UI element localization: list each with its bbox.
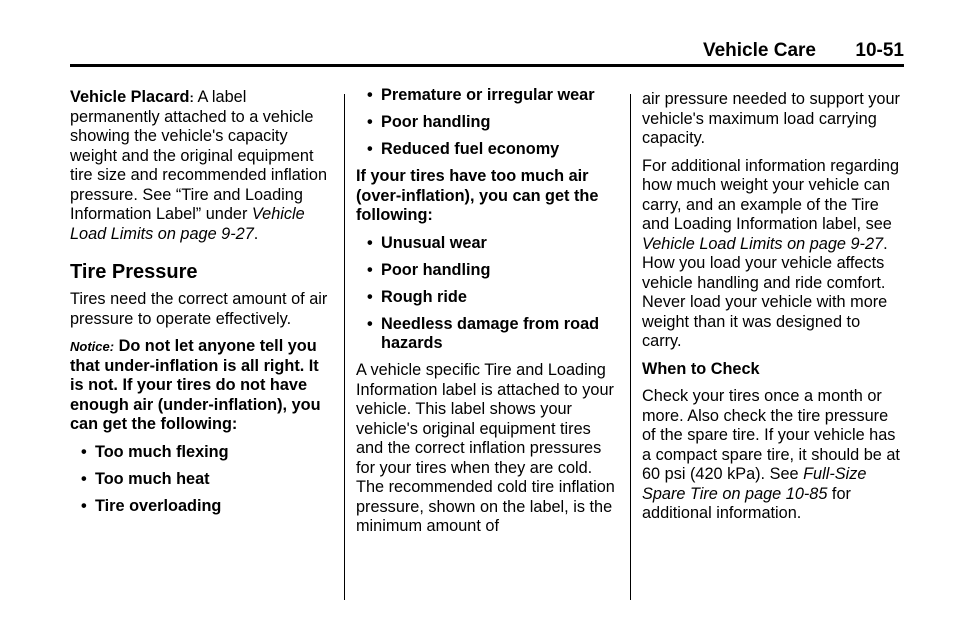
placard-paragraph (70, 88, 332, 244)
load-paragraph: How you load your vehicle affects vehicle handling and ride comfort. Never load your vehicle with more weight than it was designed to carry. (642, 254, 888, 350)
over-inflation-heading: If your tires have too much air (over-inflation), you can get the following: (356, 167, 599, 224)
info-paragraph (642, 157, 904, 255)
list-item: • Poor handling (356, 113, 618, 133)
info-text: For additional information regarding how much weight your vehicle can carry, and an example of the Tire and Loading Information label, see (642, 156, 900, 233)
list-item: • Premature or irregular wear (356, 86, 618, 106)
column-1 (70, 88, 332, 524)
check-text: Check your tires once a month or more. Also check the tire pressure of the spare tire. If your vehicle has a compact spare tire, it should be at 60 psi (420 kPa). See (642, 387, 900, 483)
list-item: • Reduced fuel economy (356, 140, 618, 160)
placard-text: A label permanently attached to a vehicle showing the vehicle's capacity weight and the original equipment tire size and recommended inflation pressure. See “Tire and Loading Information Label” under (70, 88, 328, 223)
column-divider (630, 94, 631, 600)
check-paragraph (642, 387, 904, 524)
notice-text: Do not let anyone tell you that under-inflation is all right. It is not. If your tires do not have enough air (under-inflation), you can get the following: (70, 337, 321, 433)
column-3 (642, 90, 904, 532)
notice-label: Notice: (70, 339, 115, 354)
under-inflation-list (70, 443, 332, 517)
label-paragraph: A vehicle specific Tire and Loading Information label is attached to your vehicle. This label shows your vehicle's original equipment tires and the correct inflation pressures for your tires when they are cold. The recommended cold tire inflation pressure, shown on the label, is the minimum amount of (356, 361, 615, 535)
under-inflation-list-continued (356, 86, 618, 160)
list-item: • Unusual wear (356, 234, 618, 254)
page-header (70, 38, 904, 64)
spare-tire-reference-link[interactable]: Full-Size Spare Tire on page 10-85 (642, 465, 867, 503)
list-item: • Too much flexing (70, 443, 332, 463)
check-end: for additional information. (642, 484, 851, 522)
list-item: • Too much heat (70, 470, 332, 490)
section-heading: Tire Pressure (70, 261, 198, 283)
list-item: • Poor handling (356, 261, 618, 281)
info-end: . (883, 234, 888, 253)
continued-paragraph: air pressure needed to support your vehicle's maximum load carrying capacity. (642, 90, 900, 147)
placard-term: Vehicle Placard (70, 88, 190, 106)
list-item: • Needless damage from road hazards (356, 315, 618, 354)
section-title: Vehicle Care (702, 40, 816, 61)
placard-colon: : (189, 90, 194, 105)
info-reference-link[interactable]: Vehicle Load Limits on page 9-27 (642, 234, 884, 253)
column-2 (356, 86, 618, 545)
placard-end: . (253, 224, 259, 243)
over-inflation-list (356, 234, 618, 354)
notice-paragraph (70, 337, 332, 435)
placard-reference-link[interactable]: Vehicle Load Limits on page 9-27 (70, 205, 305, 243)
intro-paragraph: Tires need the correct amount of air pressure to operate effectively. (70, 290, 328, 328)
when-to-check-heading: When to Check (642, 359, 760, 378)
list-item: • Rough ride (356, 288, 618, 308)
column-divider (344, 94, 345, 600)
page-number: 10-51 (855, 40, 904, 61)
list-item: • Tire overloading (70, 497, 332, 517)
header-rule (70, 64, 904, 67)
